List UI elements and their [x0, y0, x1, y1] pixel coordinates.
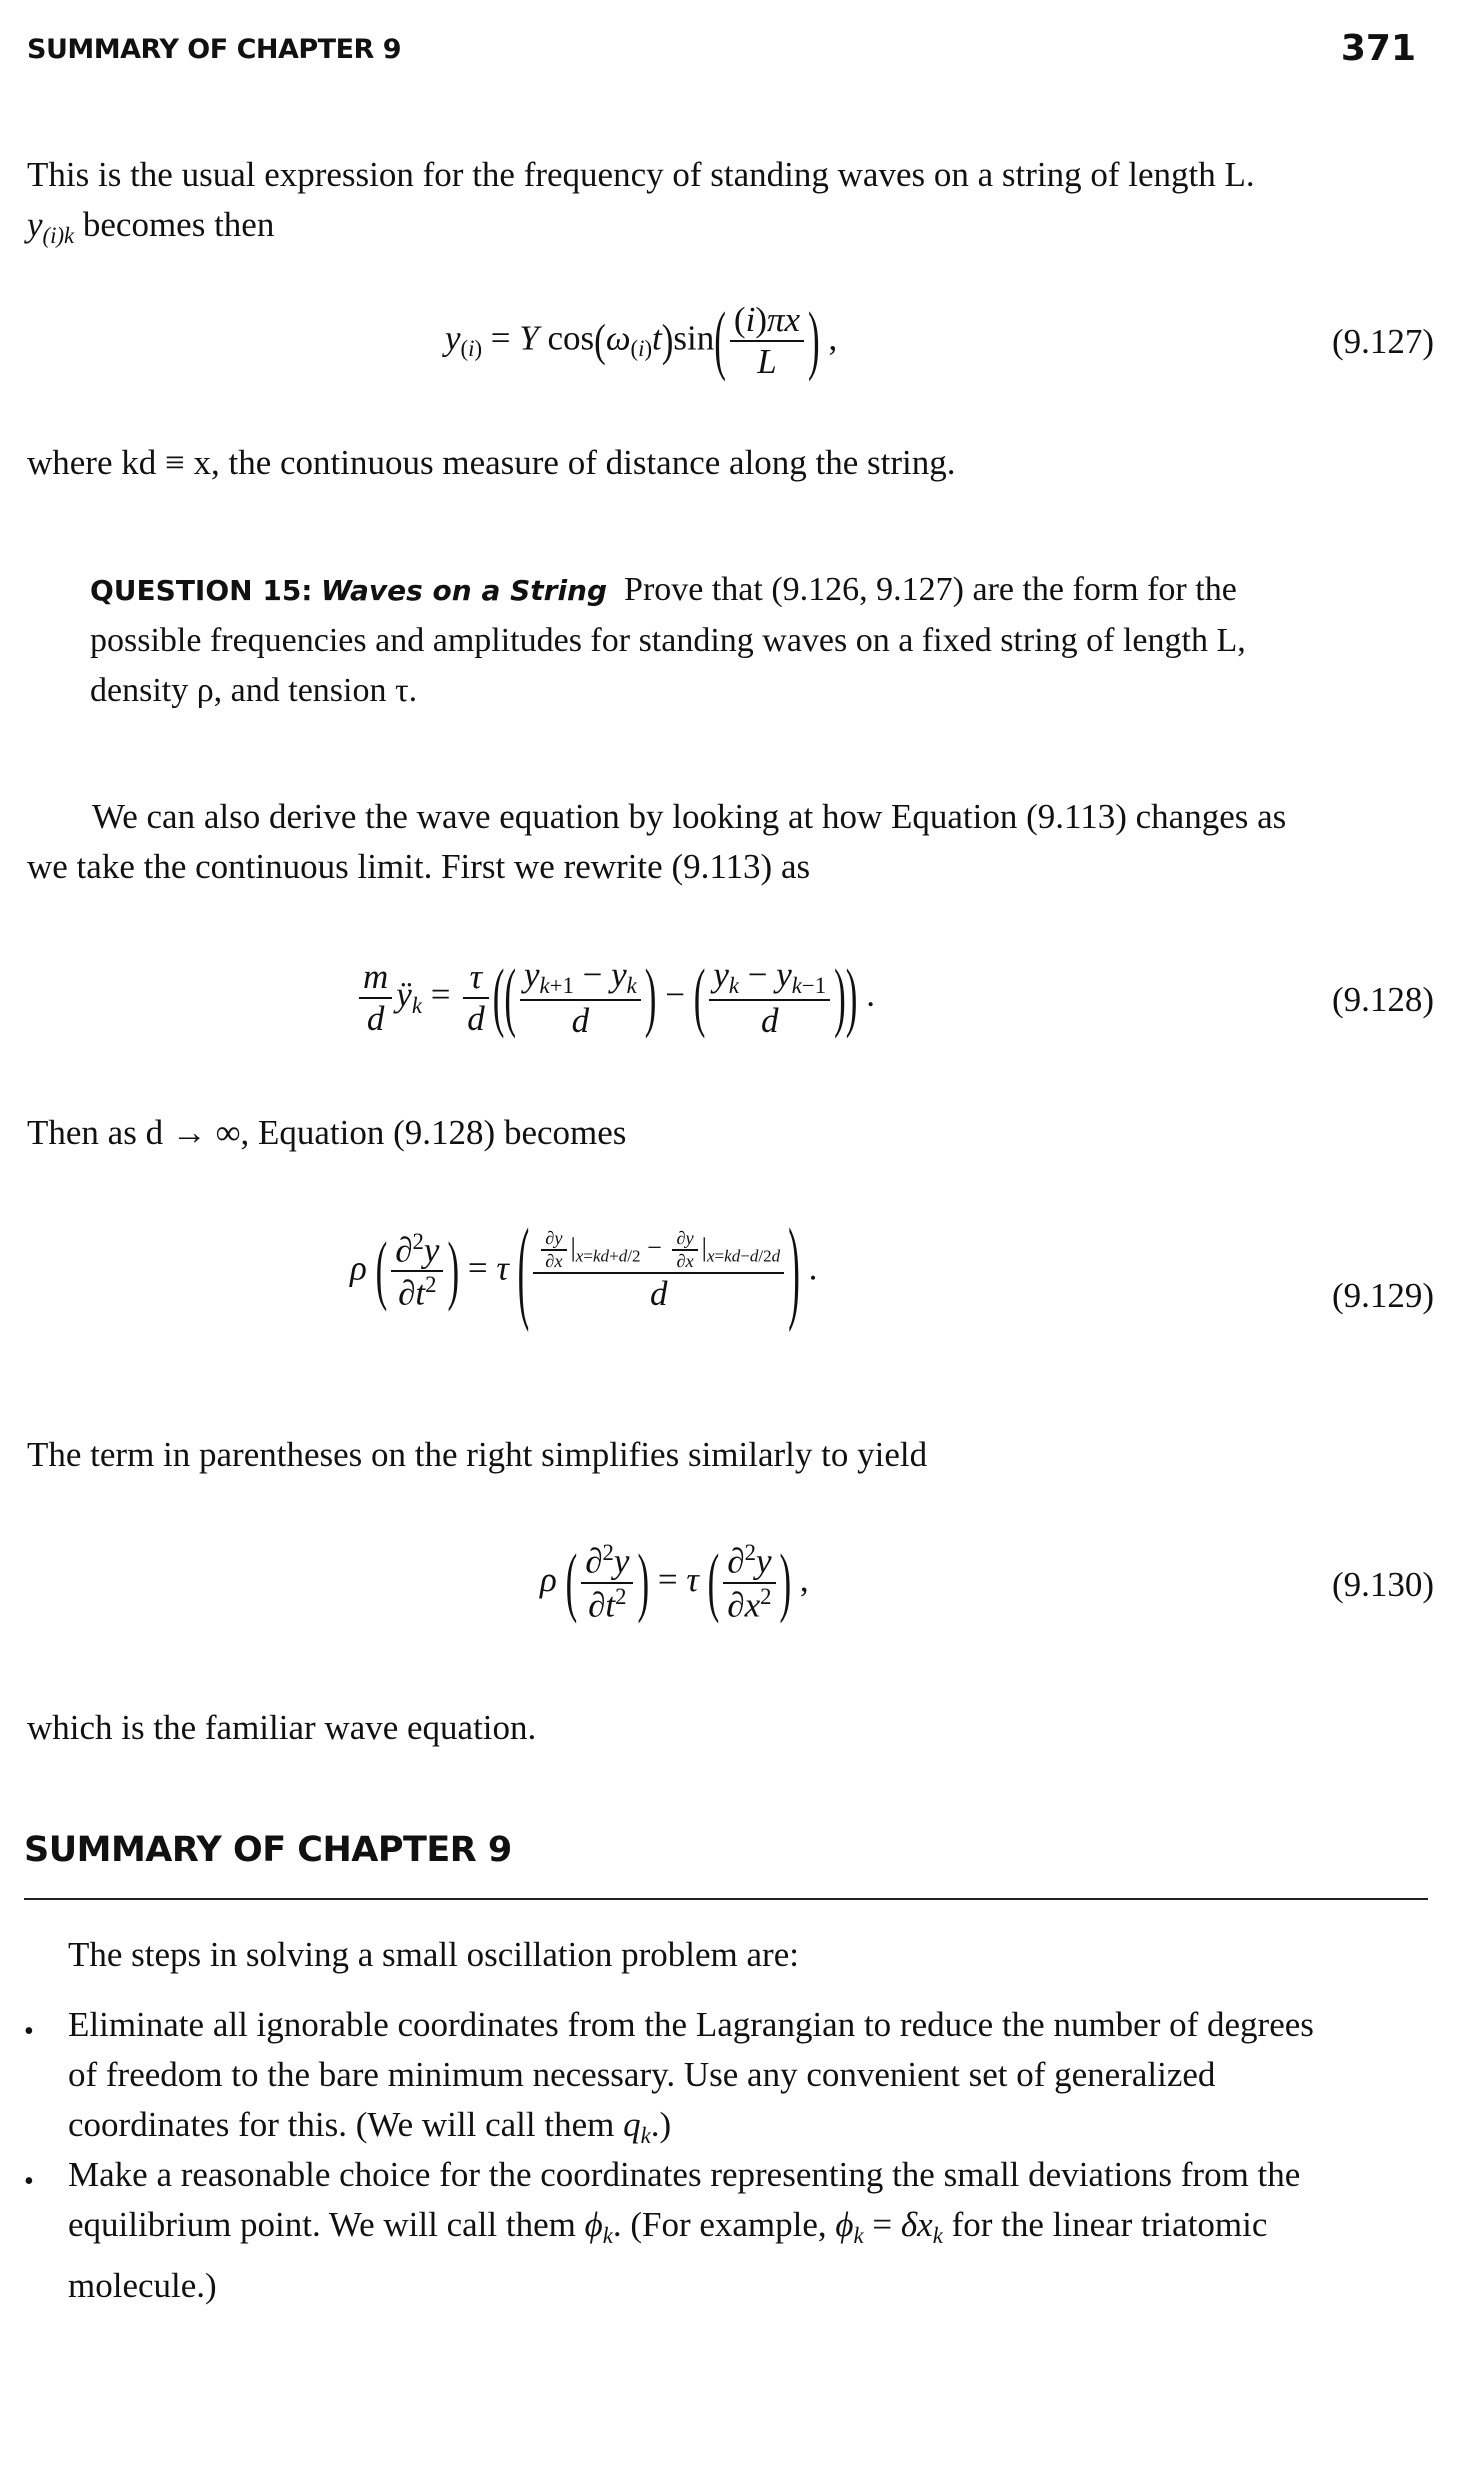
bullet-icon: • — [24, 2166, 34, 2197]
bullet-line: of freedom to the bare minimum necessary. Use any convenient set of generalized — [68, 2055, 1216, 2094]
bullet-line-prefix: equilibrium point. We will call them — [68, 2205, 576, 2244]
equation-9-128: $\frac{m}{d}$ $ÿ_k$ = $\frac{\tau}{d}$ (( $\frac{y_{k+1} - y_k}{d}$ ) − ( $\frac{y_k - y_{k-1}}{d}$ )) . — [355, 955, 875, 1041]
paragraph-continuous-measure: where kd ≡ x, the continuous measure of distance along the string. — [27, 443, 956, 482]
question-text: Prove that (9.126, 9.127) are the form for the — [624, 571, 1237, 608]
summary-bullet-1 — [68, 2000, 1430, 2161]
question-line — [90, 565, 1420, 616]
equation-9-127: $y_{(i)} = Y$ $\cos(\omega_{(i)}t)\sin$( $\frac{(i)\pi x}{L}$ ) , — [445, 297, 838, 384]
question-line: possible frequencies and amplitudes for standing waves on a fixed string of length L, — [90, 622, 1246, 659]
question-line: density ρ, and tension τ. — [90, 672, 418, 709]
equation-number: (9.127) — [1331, 322, 1434, 361]
page-number: 371 — [1340, 28, 1416, 69]
running-header-title: SUMMARY OF CHAPTER 9 — [27, 34, 401, 65]
bullet-line: Make a reasonable choice for the coordinates representing the small deviations from the — [68, 2155, 1301, 2194]
bullet-line: equilibrium point. We will call them $\phi_k$. (For example, $\phi_k = \delta x_k$ for the linear triatomic — [68, 2205, 1268, 2248]
question-15 — [90, 565, 1420, 716]
equation-number: (9.129) — [1331, 1276, 1434, 1315]
paragraph-line: $y_{(i)k}$ becomes then — [27, 205, 275, 248]
equation-number: (9.130) — [1331, 1565, 1434, 1604]
paragraph-simplifies: The term in parentheses on the right simplifies similarly to yield — [27, 1435, 928, 1474]
equation-9-129: ρ ( $\frac{\partial^2y}{\partial t^2}$ ) = τ ( $\frac{\partial y}{\partial x}$ $|_{x=kd+d/2}$ − $\frac{\partial y}{\partial x}$ $|_{x=kd-d/2d}$ d ) . — [350, 1205, 818, 1334]
paragraph-line-suffix: becomes then — [82, 205, 275, 244]
bullet-line-prefix: coordinates for this. (We will call them — [68, 2105, 615, 2144]
paragraph-limit: Then as d → ∞, Equation (9.128) becomes — [27, 1113, 627, 1152]
question-title: Waves on a String — [321, 574, 608, 607]
question-label: QUESTION 15: — [90, 574, 313, 607]
bullet-line: Eliminate all ignorable coordinates from the Lagrangian to reduce the number of degrees — [68, 2005, 1314, 2044]
section-rule — [24, 1898, 1428, 1900]
summary-intro: The steps in solving a small oscillation problem are: — [68, 1935, 799, 1974]
summary-bullet-2 — [68, 2150, 1430, 2311]
bullet-line: coordinates for this. (We will call them $q_k$.) — [68, 2105, 672, 2148]
paragraph-line: This is the usual expression for the frequency of standing waves on a string of length L. — [27, 155, 1255, 194]
paragraph-derive-wave-equation — [27, 792, 1437, 892]
bullet-line-suffix: for the linear triatomic — [951, 2205, 1268, 2244]
paragraph-line: We can also derive the wave equation by looking at how Equation (9.113) changes as — [92, 797, 1287, 836]
equation-9-130: ρ ( $\frac{\partial^2y}{\partial t^2}$ ) = τ ( $\frac{\partial^2y}{\partial x^2}$ ) , — [540, 1538, 809, 1625]
bullet-line: molecule.) — [68, 2265, 217, 2305]
section-title: SUMMARY OF CHAPTER 9 — [24, 1830, 512, 1870]
paragraph-familiar-wave-equation: which is the familiar wave equation. — [27, 1708, 537, 1747]
paragraph-line: we take the continuous limit. First we rewrite (9.113) as — [27, 847, 811, 886]
paragraph-frequency — [27, 150, 1437, 261]
bullet-icon: • — [24, 2016, 34, 2047]
equation-number: (9.128) — [1331, 980, 1434, 1019]
